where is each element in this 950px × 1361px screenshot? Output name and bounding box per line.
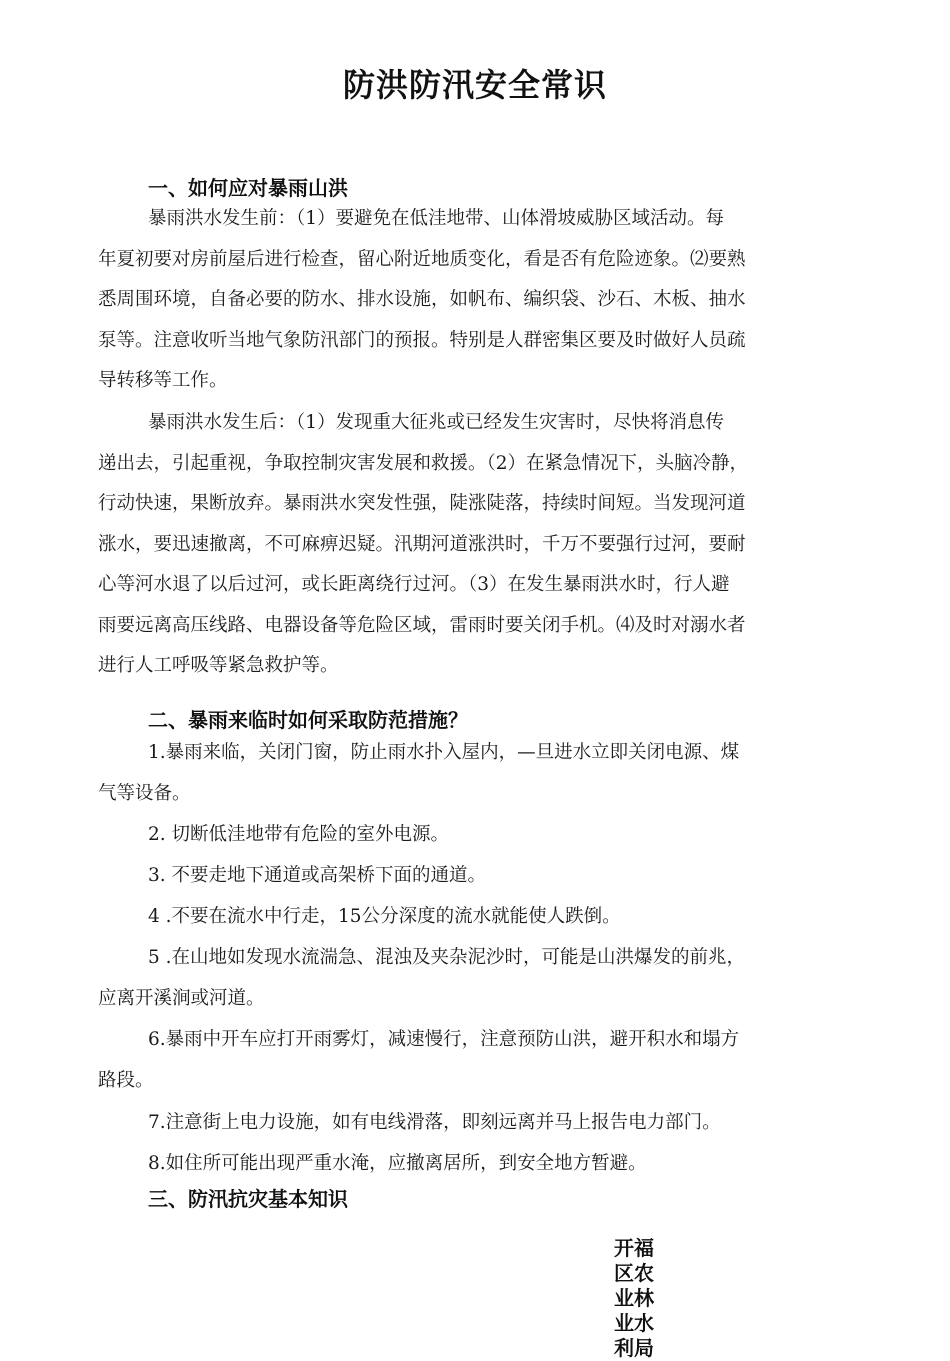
signature-organization (614, 1236, 664, 1360)
text-line: 行动快速，果断放弃。暴雨洪水突发性强，陡涨陡落，持续时间短。当发现河道 (98, 493, 746, 514)
text-line: 泵等。注意收听当地气象防汛部门的预报。特别是人群密集区要及时做好人员疏 (98, 329, 746, 351)
text-line: 心等河水退了以后过河，或长距离绕行过河。（3）在发生暴雨洪水时，行人避 (98, 574, 730, 595)
list-item (98, 1019, 858, 1101)
text-line: 涨水，要迅速撤离，不可麻痹迟疑。汛期河道涨洪时，千万不要强行过河，要耐 (98, 533, 746, 555)
section-1-paragraph-after (98, 403, 858, 687)
text-line: 年夏初要对房前屋后进行检查，留心附近地质变化，看是否有危险迹象。⑵要熟 (98, 248, 746, 270)
text-line: 气等设备。 (98, 783, 191, 804)
list-item (98, 937, 858, 1019)
list-item (98, 732, 858, 814)
text-line: 雨要远离高压线路、电器设备等危险区域，雷雨时要关闭手机。⑷及时对溺水者 (98, 614, 746, 636)
text-line: 6.暴雨中开车应打开雨雾灯，减速慢行，注意预防山洪，避开积水和塌方 (148, 1029, 740, 1050)
signature-line: 业水 (614, 1311, 654, 1335)
section-1-heading: 一、如何应对暴雨山洪 (148, 176, 348, 200)
text-line: 暴雨洪水发生前：（1）要避免在低洼地带、山体滑坡威胁区域活动。每 (148, 208, 725, 229)
text-line: 悉周围环境，自备必要的防水、排水设施，如帆布、编织袋、沙石、木板、抽水 (98, 289, 746, 310)
list-item (98, 855, 858, 896)
list-item (98, 896, 858, 937)
text-line: 递出去，引起重视，争取控制灾害发展和救援。（2）在紧急情况下，头脑冷静， (98, 452, 749, 474)
text-line: 1.暴雨来临，关闭门窗，防止雨水扑入屋内，—旦进水立即关闭电源、煤 (148, 742, 740, 763)
document-title: 防洪防汛安全常识 (342, 66, 607, 104)
text-line: 路段。 (98, 1070, 154, 1091)
text-line: 进行人工呼吸等紧急救护等。 (98, 655, 339, 676)
section-1-paragraph-before (98, 199, 858, 402)
text-line: 导转移等工作。 (98, 370, 228, 391)
signature-line: 业林 (614, 1286, 654, 1310)
text-line: 4 .不要在流水中行走，15公分深度的流水就能使人跌倒。 (148, 906, 621, 927)
list-item (98, 1143, 858, 1184)
text-line: 2. 切断低洼地带有危险的室外电源。 (148, 824, 450, 845)
text-line: 7.注意街上电力设施，如有电线滑落，即刻远离并马上报告电力部门。 (148, 1112, 721, 1133)
list-item (98, 814, 858, 855)
text-line: 应离开溪涧或河道。 (98, 988, 265, 1009)
section-3-heading: 三、防汛抗灾基本知识 (148, 1187, 348, 1211)
list-item (98, 1102, 858, 1143)
text-line: 8.如住所可能出现严重水淹，应撤离居所，到安全地方暂避。 (148, 1153, 647, 1174)
text-line: 暴雨洪水发生后：（1）发现重大征兆或已经发生灾害时，尽快将消息传 (148, 412, 725, 433)
signature-line: 区农 (614, 1261, 654, 1285)
text-line: 5 .在山地如发现水流湍急、混浊及夹杂泥沙时，可能是山洪爆发的前兆， (148, 947, 746, 968)
section-2-heading: 二、暴雨来临时如何采取防范措施？ (148, 708, 468, 732)
text-line: 3. 不要走地下通道或高架桥下面的通道。 (148, 865, 487, 886)
signature-line: 开福 (614, 1236, 654, 1260)
signature-line: 利局 (614, 1336, 654, 1360)
